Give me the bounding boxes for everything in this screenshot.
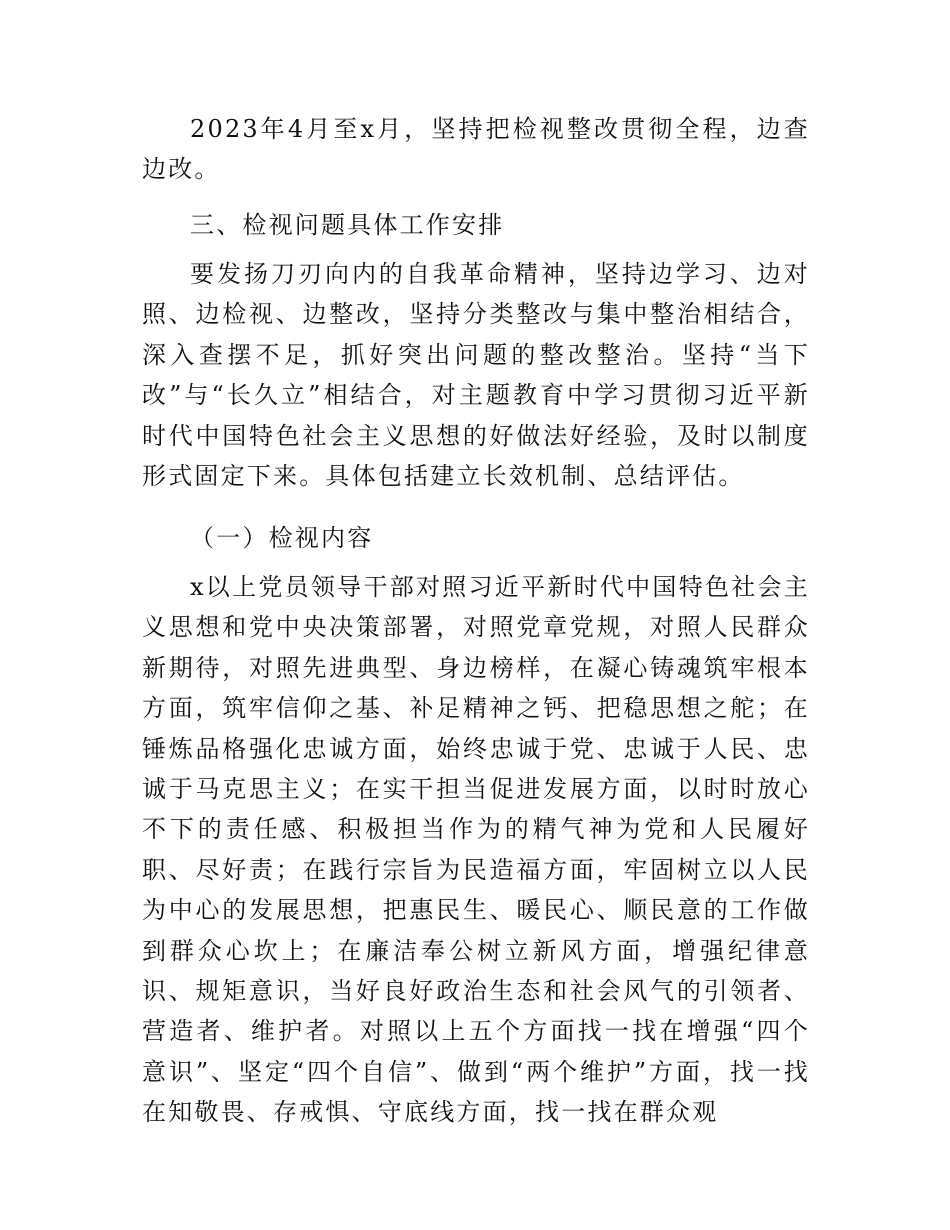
section-heading: 三、检视问题具体工作安排 — [190, 211, 505, 239]
paragraph-timeline: 2023年4月至x月，坚持把检视整改贯彻全程，边查边改。 — [142, 115, 810, 184]
paragraph-work-arrangement: 要发扬刀刃向内的自我革命精神，坚持边学习、边对照、边检视、边整改，坚持分类整改与集中整治相结合，深入查摆不足，抓好突出问题的整改整治。坚持“当下改”与“长久立”相结合，对主题教育中学习贯彻习近平新时代中国特色社会主义思想的好做法好经验，及时以制度形式固定下来。具体包括建立长效机制、总结评估。 — [142, 260, 810, 491]
paragraph-inspection-content: x以上党员领导干部对照习近平新时代中国特色社会主义思想和党中央决策部署，对照党章党规，对照人民群众新期待，对照先进典型、身边榜样，在凝心铸魂筑牢根本方面，筑牢信仰之基、补足精神之钙、把稳思想之舵；在锤炼品格强化忠诚方面，始终忠诚于党、忠诚于人民、忠诚于马克思主义；在实干担当促进发展方面，以时时放心不下的责任感、积极担当作为的精气神为党和人民履好职、尽好责；在践行宗旨为民造福方面，牢固树立以人民为中心的发展思想，把惠民生、暖民心、顺民意的工作做到群众心坎上；在廉洁奉公树立新风方面，增强纪律意识、规矩意识，当好良好政治生态和社会风气的引领者、营造者、维护者。对照以上五个方面找一找在增强“四个意识”、坚定“四个自信”、做到“两个维护”方面，找一找在知敬畏、存戒惧、守底线方面，找一找在群众观 — [142, 573, 810, 1127]
subsection-heading: （一）检视内容 — [190, 524, 374, 552]
